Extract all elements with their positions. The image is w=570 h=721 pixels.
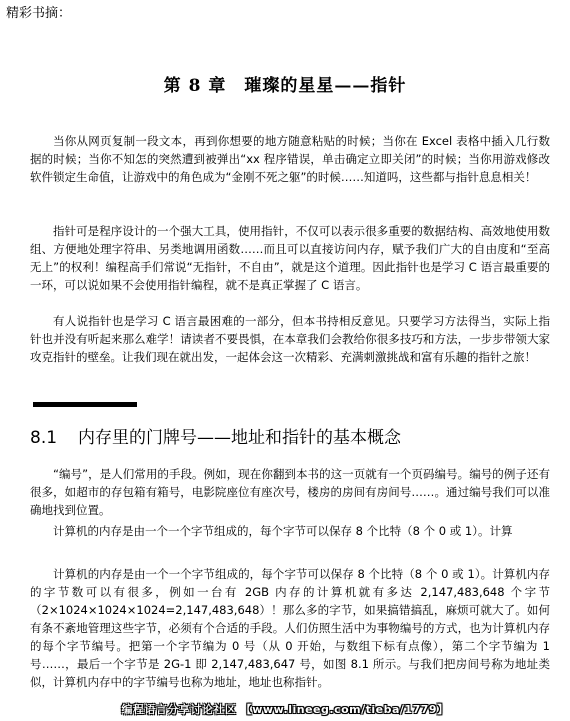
watermark: 编程语言分享讨论社区 【www.lineeg.com/tieba/1779】 (121, 703, 449, 716)
chapter-title: 第 8 章 璀璨的星星——指针 (163, 76, 407, 96)
section-heading (30, 425, 401, 451)
section-divider-bar (33, 402, 137, 407)
excerpt-label: 精彩书摘： (6, 6, 72, 21)
intro-paragraph-2: 指针可是程序设计的一个强大工具，使用指针，不仅可以表示很多重要的数据结构、高效地使用数组、方便地处理字符串、另类地调用函数……而且可以直接访问内存，赋予我们广大的自由度和“至高无上”的权利！编程高手们常说“无指针，不自由”，就是这个道理。因此指针也是学习 C 语言最重要的一环，可以说如果不会使用指针编程，就不是真正掌握了 C 语言。 (30, 224, 550, 292)
section-paragraph-2: 计算机的内存是由一个一个字节组成的，每个字节可以保存 8 个比特（8 个 0 或 1）。计算 (53, 524, 513, 538)
section-title-text: 内存里的门牌号——地址和指针的基本概念 (78, 428, 401, 448)
section-paragraph-1: “编号”，是人们常用的手段。例如，现在你翻到本书的这一页就有一个页码编号。编号的例子还有很多，如超市的存包箱有箱号，电影院座位有座次号，楼房的房间有房间号……。通过编号我们可以准确地找到位置。 (30, 467, 550, 517)
section-number: 8.1 (30, 428, 58, 448)
intro-paragraph-1: 当你从网页复制一段文本，再到你想要的地方随意粘贴的时候；当你在 Excel 表格中插入几行数据的时候；当你不知怎的突然遭到被弹出“xx 程序错误，单击确定立即关闭”的时候；当你用游戏修改软件锁定生命值，让游戏中的角色成为“金刚不死之躯”的时候……知道吗，这些都与指针息息相关！ (30, 134, 550, 184)
intro-paragraph-3: 有人说指针也是学习 C 语言最困难的一部分，但本书持相反意见。只要学习方法得当，实际上指针也并没有听起来那么难学！请读者不要畏惧，在本章我们会教给你很多技巧和方法，一步步带领大家攻克指针的壁垒。让我们现在就出发，一起体会这一次精彩、充满刺激挑战和富有乐趣的指针之旅！ (30, 314, 550, 364)
section-paragraph-3: 计算机的内存是由一个一个字节组成的，每个字节可以保存 8 个比特（8 个 0 或 1）。计算机内存的字节数可以有很多，例如一台有 2GB 内存的计算机就有多达 2,147,483,648 个字节（2×1024×1024×1024=2,147,483,648）！那么多的字节，如果搞错搞乱，麻烦可就大了。如何有条不紊地管理这些字节，必须有个合适的手段。人们仿照生活中为事物编号的方式，也为计算机内存的每个字节编号。把第一个字节编为 0 号（从 0 开始，与数组下标有点像），第二个字节编为 1 号……，最后一个字节是 2G-1 即 2,147,483,647 号，如图 8.1 所示。与我们把房间号称为地址类似，计算机内存中的字节编号也称为地址，地址也称指针。 (30, 567, 550, 689)
